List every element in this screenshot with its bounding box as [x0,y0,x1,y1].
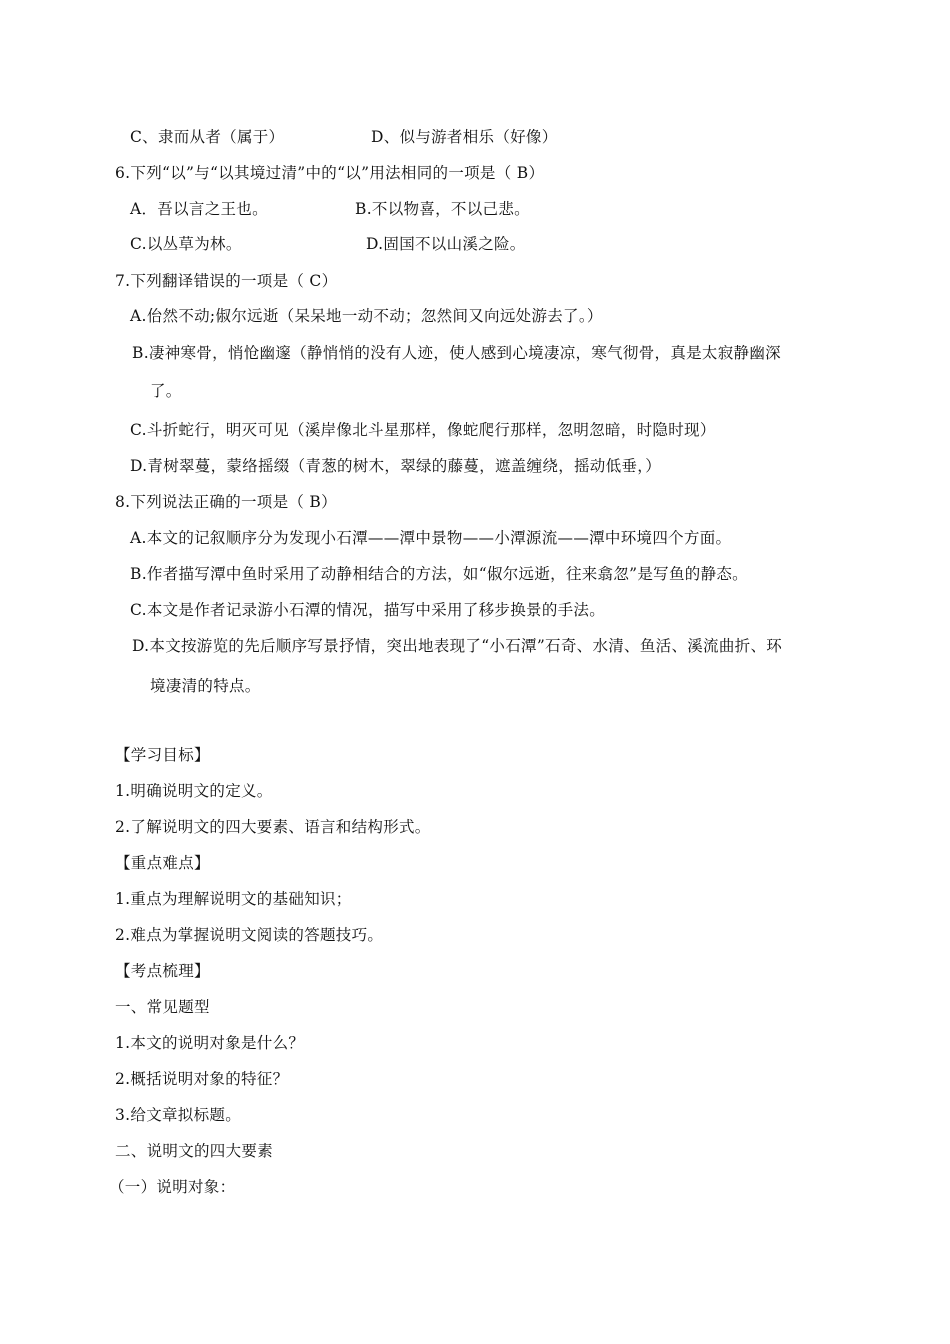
q8-option-d-line2: 境凄清的特点。 [150,677,261,695]
exam-points-item-2: 2.概括说明对象的特征？ [115,1070,289,1088]
exam-points-item-3: 3.给文章拟标题。 [115,1106,241,1124]
q6-option-a: A．吾以言之王也。 [130,200,268,218]
q7-option-a: A.佁然不动;俶尔远逝（呆呆地一动不动；忽然间又向远处游去了。） [130,307,603,325]
q8-option-d-line1: D.本文按游览的先后顺序写景抒情，突出地表现了“小石潭”石奇、水清、鱼活、溪流曲折、环 [132,637,783,655]
exam-points-section-2: 二、说明文的四大要素 [115,1142,274,1160]
objectives-heading: 【学习目标】 [115,746,210,764]
q6-option-d: D.固国不以山溪之险。 [366,235,526,253]
key-points-heading: 【重点难点】 [115,854,210,872]
q7-option-c: C.斗折蛇行，明灭可见（溪岸像北斗星那样，像蛇爬行那样，忽明忽暗，时隐时现） [130,421,716,439]
q7-option-b-line2: 了。 [150,382,182,400]
q7-option-b-line1: B.凄神寒骨，悄怆幽邃（静悄悄的没有人迹，使人感到心境凄凉，寒气彻骨，真是太寂静幽深 [132,344,781,362]
objectives-item-2: 2.了解说明文的四大要素、语言和结构形式。 [115,818,431,836]
q5-option-d: D、似与游者相乐（好像） [371,128,558,146]
q6-option-c: C.以丛草为林。 [130,235,242,253]
exam-points-sub-1: （一）说明对象： [109,1178,236,1196]
key-points-item-1: 1.重点为理解说明文的基础知识； [115,890,352,908]
q7-stem: 7.下列翻译错误的一项是（ C） [115,272,338,290]
q7-option-d: D.青树翠蔓，蒙络摇缀（青葱的树木，翠绿的藤蔓，遮盖缠绕，摇动低垂，） [130,457,662,475]
q8-option-b: B.作者描写潭中鱼时采用了动静相结合的方法，如“俶尔远逝，往来翕忽”是写鱼的静态。 [130,565,748,583]
q8-stem: 8.下列说法正确的一项是（ B） [115,493,337,511]
exam-points-section-1: 一、常见题型 [115,998,210,1016]
q6-option-b: B.不以物喜，不以己悲。 [355,200,530,218]
q8-option-c: C.本文是作者记录游小石潭的情况，描写中采用了移步换景的手法。 [130,601,606,619]
q8-option-a: A.本文的记叙顺序分为发现小石潭——潭中景物——小潭源流——潭中环境四个方面。 [130,529,732,547]
objectives-item-1: 1.明确说明文的定义。 [115,782,273,800]
key-points-item-2: 2.难点为掌握说明文阅读的答题技巧。 [115,926,384,944]
q6-stem: 6.下列“以”与“以其境过清”中的“以”用法相同的一项是（ B） [115,164,545,182]
exam-points-heading: 【考点梳理】 [115,962,210,980]
exam-points-item-1: 1.本文的说明对象是什么？ [115,1034,305,1052]
q5-option-c: C、隶而从者（属于） [130,128,285,146]
